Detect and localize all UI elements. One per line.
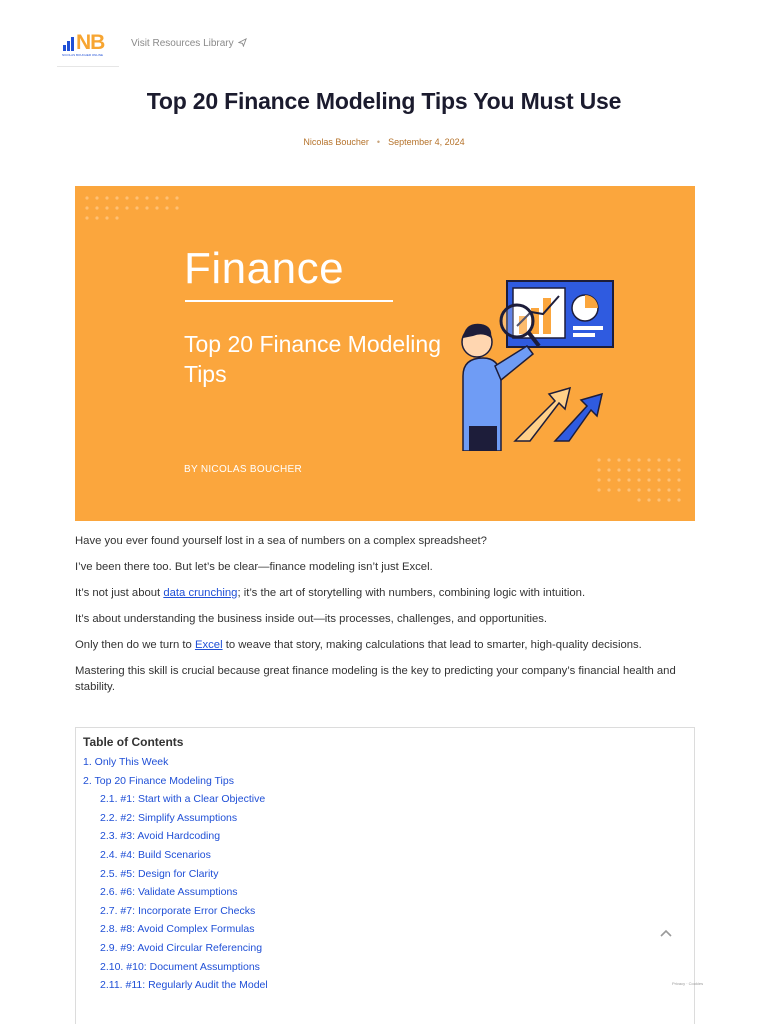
author-link[interactable]: Nicolas Boucher: [303, 137, 369, 147]
paragraph: Have you ever found yourself lost in a sea of numbers on a complex spreadsheet?: [75, 535, 487, 547]
scroll-to-top-button[interactable]: [657, 924, 675, 942]
dot-pattern-bottom-right: [595, 456, 690, 511]
excel-link[interactable]: Excel: [194, 639, 223, 651]
table-of-contents: [75, 727, 695, 1024]
analyst-illustration: [455, 266, 625, 451]
hero-byline: BY NICOLAS BOUCHER: [184, 464, 303, 475]
toc-item[interactable]: 2.11. #11: Regularly Audit the Model: [100, 979, 268, 992]
toc-item[interactable]: 2.3. #3: Avoid Hardcoding: [100, 830, 221, 843]
paragraph: I’ve been there too. But let’s be clear—finance modeling isn’t just Excel.: [75, 561, 433, 573]
paragraph: It’s not just about data crunching; it’s the art of storytelling with numbers, combining logic with intuition.: [75, 587, 586, 599]
toc-item[interactable]: 2.10. #10: Document Assumptions: [100, 960, 260, 973]
article-title: Top 20 Finance Modeling Tips You Must Use: [146, 88, 622, 114]
meta-separator: •: [376, 137, 381, 147]
article-body: [75, 533, 700, 705]
toc-item[interactable]: 1. Only This Week: [83, 756, 169, 768]
toc-title: Table of Contents: [83, 735, 184, 749]
send-icon: [238, 38, 247, 47]
hero-image: [75, 186, 695, 521]
toc-item[interactable]: 2.8. #8: Avoid Complex Formulas: [100, 923, 255, 936]
publish-date: September 4, 2024: [388, 137, 465, 147]
site-header: [57, 30, 119, 67]
toc-item[interactable]: 2.9. #9: Avoid Circular Referencing: [100, 941, 263, 954]
hero-subtitle: Top 20 Finance Modeling Tips: [184, 331, 441, 387]
visit-resources-label: Visit Resources Library: [131, 38, 234, 49]
article-meta: [0, 137, 768, 147]
toc-item[interactable]: 2.5. #5: Design for Clarity: [100, 867, 219, 880]
paragraph: Only then do we turn to Excel to weave that story, making calculations that lead to smarter, high-quality decisions.: [75, 639, 642, 651]
dot-pattern-top-left: [83, 194, 193, 224]
toc-item[interactable]: 2.2. #2: Simplify Assumptions: [100, 811, 238, 824]
toc-item[interactable]: 2.4. #4: Build Scenarios: [100, 848, 211, 861]
toc-item[interactable]: 2.1. #1: Start with a Clear Objective: [100, 793, 266, 806]
toc-item[interactable]: 2. Top 20 Finance Modeling Tips: [83, 774, 234, 787]
logo-tagline: NICOLAS BOUCHER ONLINE: [62, 53, 104, 57]
paragraph: It’s about understanding the business inside out—its processes, challenges, and opportunities.: [75, 613, 548, 625]
logo-letters: NB: [76, 31, 105, 54]
site-logo[interactable]: [57, 30, 119, 62]
data-crunching-link[interactable]: data crunching: [163, 587, 238, 599]
footer-note[interactable]: Privacy · Cookies: [672, 981, 704, 986]
chevron-up-icon: [660, 929, 672, 937]
toc-list: [83, 753, 268, 995]
visit-resources-link[interactable]: [131, 38, 247, 49]
toc-item[interactable]: 2.6. #6: Validate Assumptions: [100, 886, 238, 899]
hero-word: Finance: [184, 244, 345, 293]
toc-item[interactable]: 2.7. #7: Incorporate Error Checks: [100, 904, 256, 917]
hero-divider: [185, 300, 393, 302]
paragraph: Mastering this skill is crucial because great finance modeling is the key to predicting your company’s financial health and stability.: [75, 665, 676, 693]
